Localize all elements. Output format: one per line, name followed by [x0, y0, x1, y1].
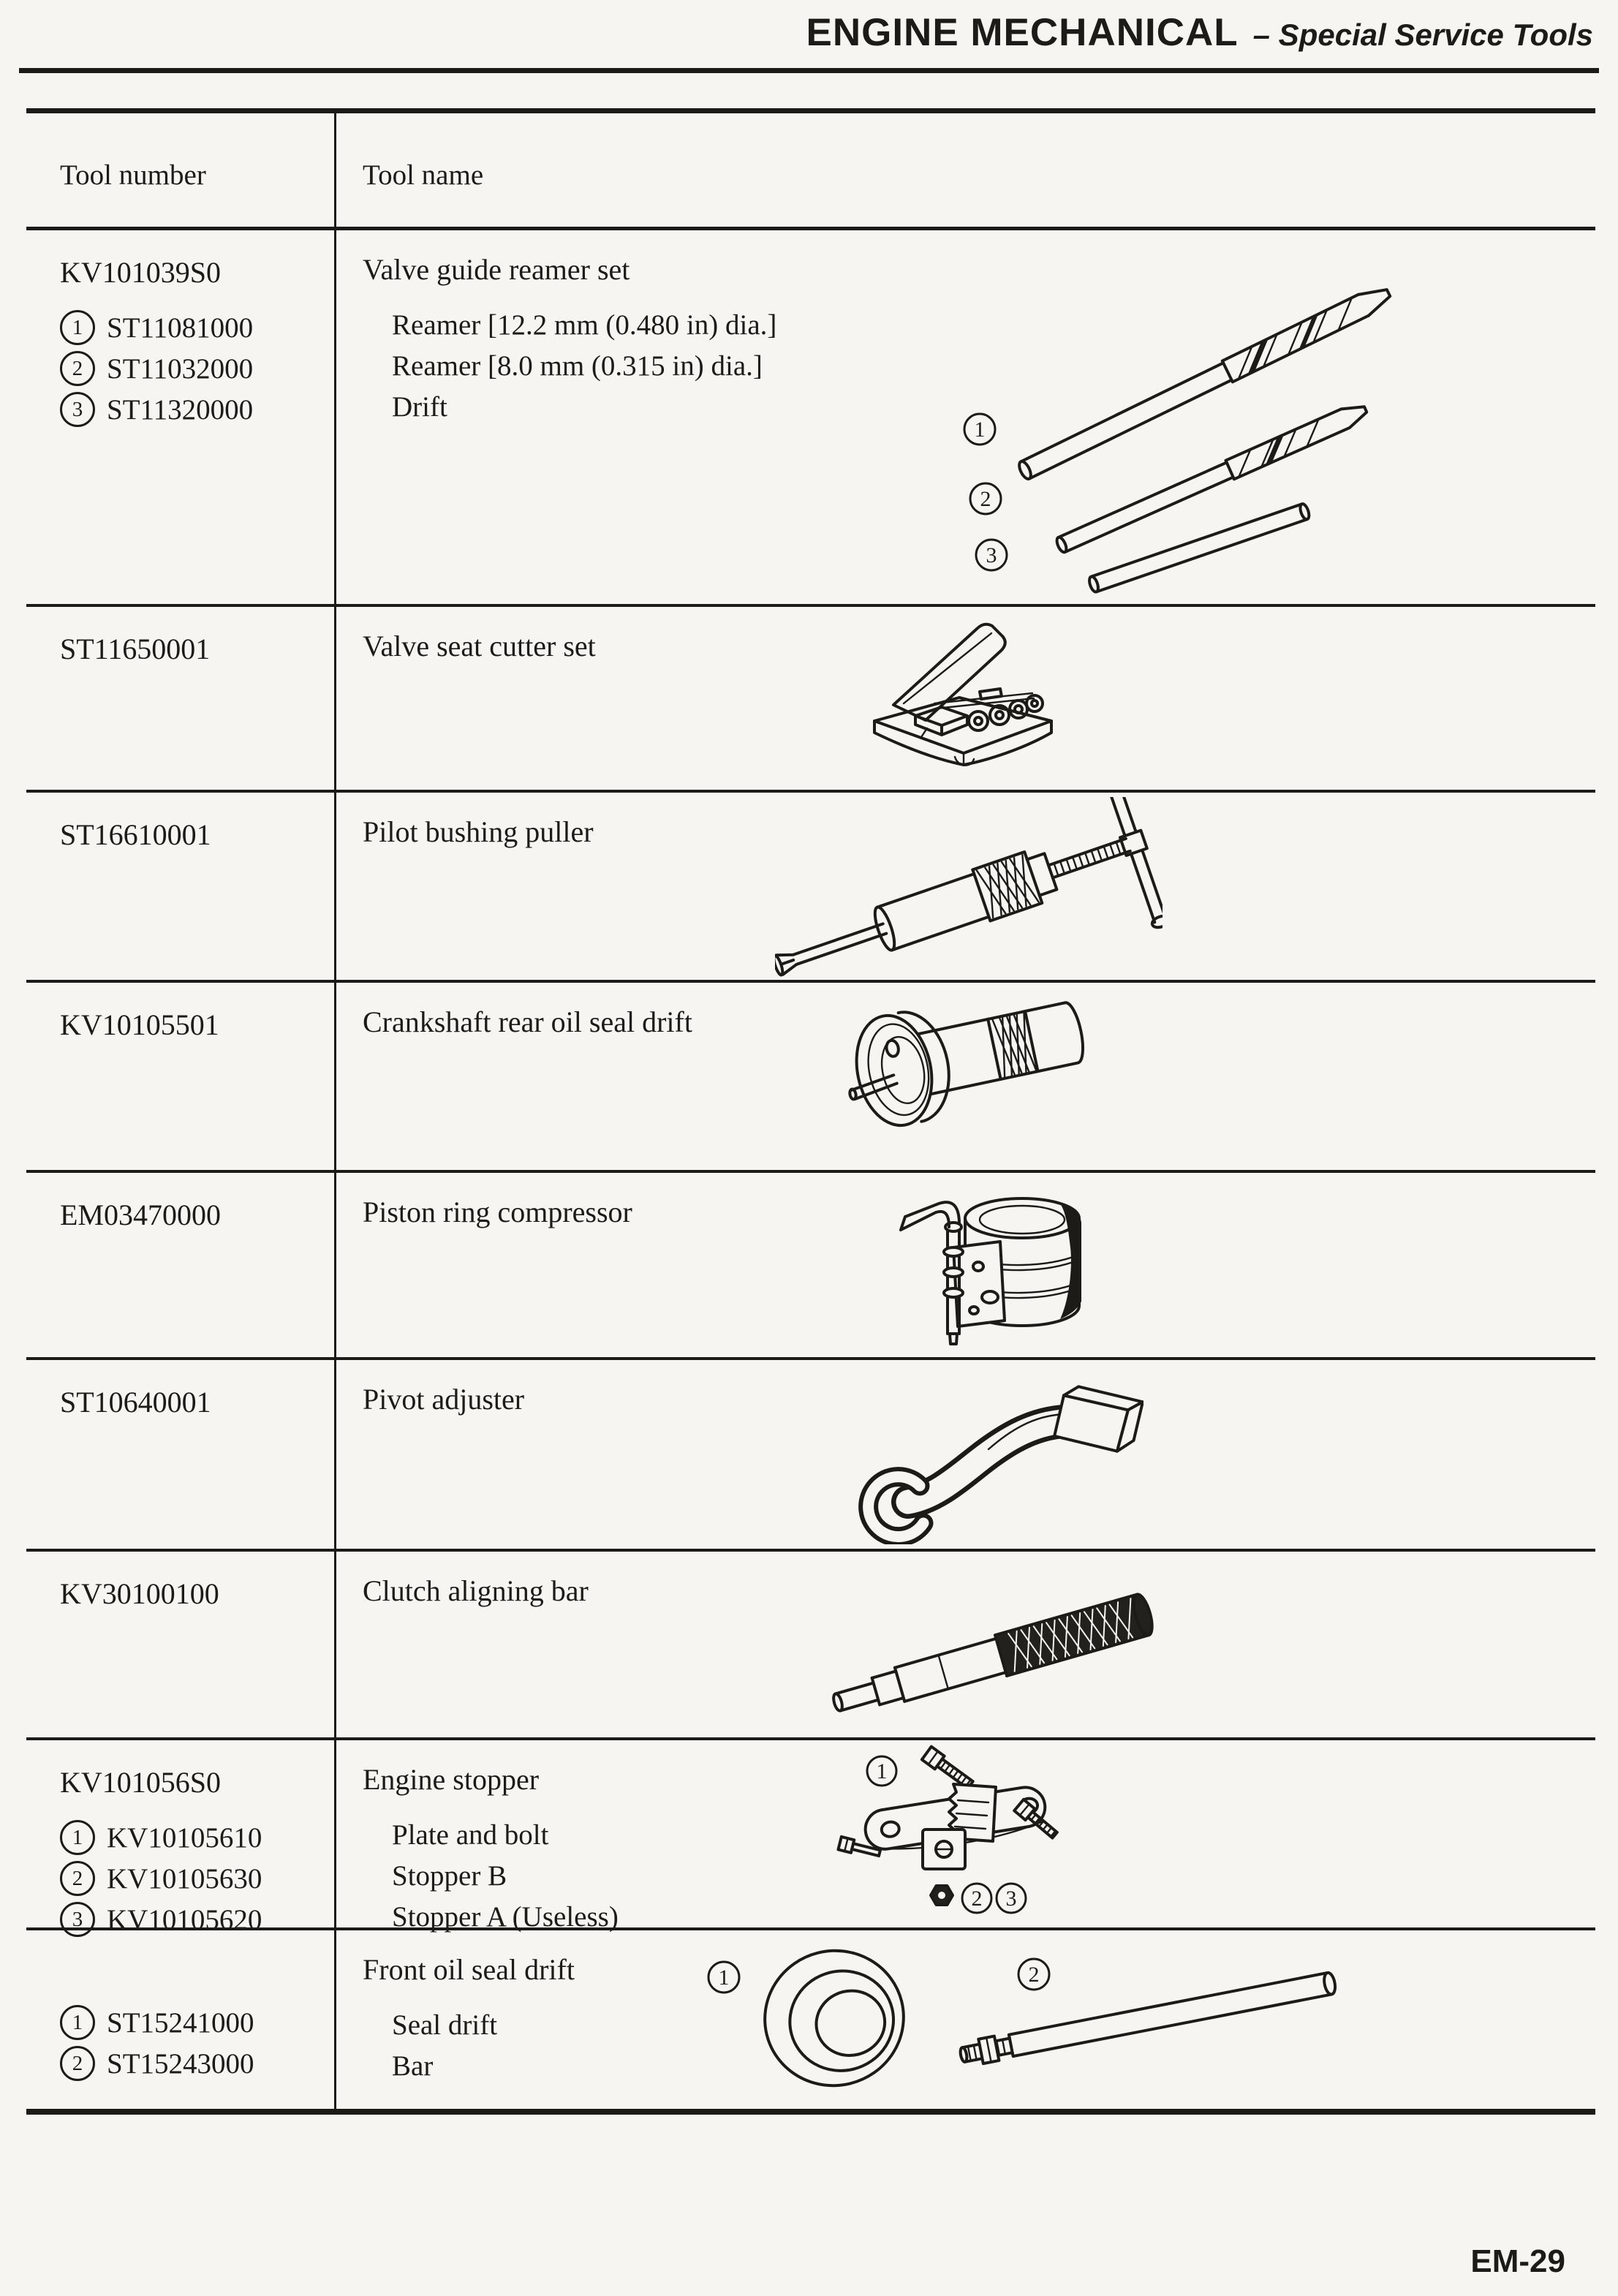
svg-text:1: 1: [974, 418, 986, 442]
svg-text:2: 2: [971, 1887, 983, 1911]
valve-seat-cutter-set-illustration: [848, 613, 1075, 785]
table-row: [26, 1740, 1595, 1936]
tool-sub-numbers: [60, 307, 330, 430]
circled-index: 3: [60, 1902, 95, 1937]
tool-sub-name: Reamer [12.2 mm (0.480 in) dia.]: [392, 309, 777, 341]
valve-guide-reamer-set-illustration: [833, 246, 1565, 597]
tool-sub-name: Plate and bolt: [392, 1819, 549, 1851]
table-row: [26, 1930, 1595, 2109]
tool-name: Front oil seal drift: [363, 1953, 575, 1986]
tool-name: Pilot bushing puller: [363, 815, 594, 848]
table-row: [26, 1173, 1595, 1360]
page-number: EM-29: [1470, 2243, 1565, 2279]
tools-table: [26, 108, 1595, 2115]
tool-number: ST10640001: [60, 1386, 211, 1419]
circled-index: 2: [60, 351, 95, 386]
tool-sub-name: Stopper A (Useless): [392, 1900, 619, 1933]
tool-number: ST16610001: [60, 818, 211, 851]
pilot-bushing-puller-illustration: [775, 797, 1163, 978]
marker-2: [1018, 1959, 1049, 1990]
svg-text:2: 2: [1028, 1963, 1040, 1987]
tool-sub-name: Reamer [8.0 mm (0.315 in) dia.]: [392, 350, 763, 382]
marker-2: [970, 483, 1001, 514]
tool-number: KV30100100: [60, 1577, 219, 1610]
tool-number: ST11650001: [60, 632, 211, 665]
column-header-tool-name: Tool name: [363, 159, 484, 191]
tool-number: KV10105501: [60, 1008, 219, 1041]
table-row: [26, 230, 1595, 607]
marker-3: [997, 1884, 1026, 1913]
svg-text:3: 3: [986, 543, 997, 567]
circled-index: 2: [60, 2046, 95, 2081]
table-row: [26, 793, 1595, 983]
page-subtitle: – Special Service Tools: [1252, 18, 1593, 52]
circled-index: 2: [60, 1861, 95, 1896]
tool-number: KV101039S0: [60, 256, 222, 289]
circled-index: 1: [60, 1820, 95, 1855]
tool-sub-number: 2 KV10105630: [60, 1858, 330, 1899]
tool-sub-number: 1 ST15241000: [60, 2002, 330, 2043]
table-row: [26, 1552, 1595, 1740]
piston-ring-compressor-illustration: [889, 1180, 1108, 1354]
marker-1: [964, 414, 995, 445]
tool-number: KV101056S0: [60, 1766, 222, 1799]
tool-sub-number: 2 ST11032000: [60, 348, 330, 389]
tool-sub-number: 1 ST11081000: [60, 307, 330, 348]
tool-sub-numbers: [60, 1817, 330, 1940]
pivot-adjuster-illustration: [822, 1379, 1143, 1544]
marker-1: [708, 1962, 739, 1993]
circled-index: 3: [60, 392, 95, 427]
tool-sub-number: 3 KV10105620: [60, 1899, 330, 1940]
crankshaft-rear-oil-seal-drift-illustration: [825, 989, 1132, 1164]
tool-sub-numbers: [60, 2002, 330, 2084]
circled-index: 1: [60, 2005, 95, 2040]
tool-number: EM03470000: [60, 1198, 221, 1231]
marker-3: [976, 540, 1007, 570]
svg-text:1: 1: [876, 1759, 888, 1783]
engine-stopper-illustration: [833, 1743, 1089, 1923]
tool-name: Engine stopper: [363, 1763, 540, 1796]
tool-sub-name: Drift: [392, 390, 447, 423]
tool-name: Valve seat cutter set: [363, 630, 596, 662]
column-divider: [334, 113, 336, 2109]
tool-sub-number: 3 ST11320000: [60, 389, 330, 430]
table-row: [26, 1360, 1595, 1552]
tool-name: Crankshaft rear oil seal drift: [363, 1005, 692, 1038]
table-header-row: [26, 113, 1595, 230]
marker-2: [962, 1884, 991, 1913]
marker-1: [867, 1756, 896, 1786]
page-title: ENGINE MECHANICAL: [806, 11, 1239, 54]
tool-name: Valve guide reamer set: [363, 253, 630, 286]
tool-sub-name: Seal drift: [392, 2009, 498, 2041]
table-row: [26, 607, 1595, 793]
clutch-aligning-bar-illustration: [819, 1559, 1170, 1726]
tool-sub-number: 2 ST15243000: [60, 2043, 330, 2084]
tool-sub-name: Bar: [392, 2050, 434, 2082]
circled-index: 1: [60, 310, 95, 345]
svg-text:1: 1: [718, 1965, 730, 1990]
column-header-tool-number: Tool number: [60, 159, 206, 191]
tool-name: Pivot adjuster: [363, 1383, 525, 1416]
svg-text:3: 3: [1005, 1887, 1017, 1911]
svg-text:2: 2: [980, 487, 991, 511]
tool-sub-name: Stopper B: [392, 1859, 507, 1892]
tool-name: Piston ring compressor: [363, 1196, 632, 1228]
page-header: [806, 10, 1593, 55]
tool-sub-number: 1 KV10105610: [60, 1817, 330, 1858]
table-row: [26, 983, 1595, 1173]
header-rule: [19, 68, 1599, 73]
tool-name: Clutch aligning bar: [363, 1574, 589, 1607]
front-oil-seal-drift-illustration: [692, 1936, 1350, 2100]
